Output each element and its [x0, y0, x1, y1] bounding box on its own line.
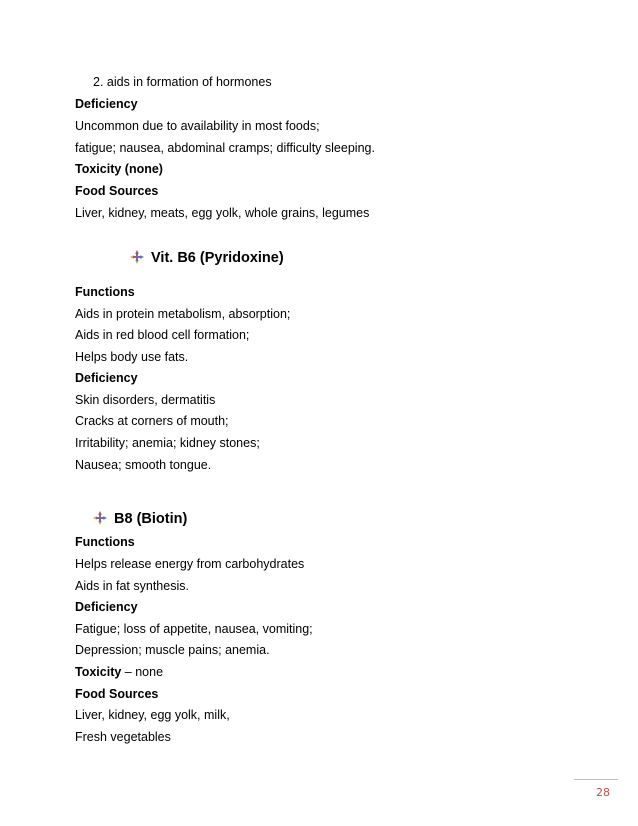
toxicity-line	[75, 664, 163, 680]
functions-text-line: Aids in fat synthesis.	[75, 579, 189, 593]
functions-text-line: Helps body use fats.	[75, 350, 189, 364]
deficiency-text-line: Fatigue; loss of appetite, nausea, vomiting;	[75, 622, 313, 636]
colored-arrow-bullet-icon	[130, 250, 144, 264]
deficiency-text-line: Cracks at corners of mouth;	[75, 414, 229, 428]
deficiency-heading: Deficiency	[75, 600, 138, 614]
colored-arrow-bullet-icon	[93, 511, 107, 525]
page-number-rule	[574, 779, 618, 780]
toxicity-heading: Toxicity (none)	[75, 162, 163, 176]
functions-text-line: Aids in red blood cell formation;	[75, 328, 250, 342]
functions-text-line: Aids in protein metabolism, absorption;	[75, 307, 291, 321]
toxicity-label: Toxicity	[75, 665, 122, 679]
food-sources-text-line: Liver, kidney, egg yolk, milk,	[75, 708, 230, 722]
food-sources-heading: Food Sources	[75, 687, 159, 701]
section-title-b8: B8 (Biotin)	[114, 511, 188, 527]
deficiency-text-line: Nausea; smooth tongue.	[75, 458, 212, 472]
deficiency-heading: Deficiency	[75, 97, 138, 111]
functions-heading: Functions	[75, 285, 135, 299]
deficiency-text-line: Depression; muscle pains; anemia.	[75, 643, 270, 657]
food-sources-text-line: Fresh vegetables	[75, 730, 171, 744]
list-item-hormones: 2. aids in formation of hormones	[93, 75, 272, 89]
deficiency-text-line: Irritability; anemia; kidney stones;	[75, 436, 260, 450]
deficiency-text-line: Skin disorders, dermatitis	[75, 393, 216, 407]
toxicity-value: – none	[121, 665, 164, 679]
food-sources-text: Liver, kidney, meats, egg yolk, whole grains, legumes	[75, 206, 370, 220]
deficiency-text-line: Uncommon due to availability in most foods;	[75, 119, 320, 133]
functions-heading: Functions	[75, 535, 135, 549]
food-sources-heading: Food Sources	[75, 184, 159, 198]
section-title-b6: Vit. B6 (Pyridoxine)	[151, 250, 284, 266]
deficiency-text-line: fatigue; nausea, abdominal cramps; difficulty sleeping.	[75, 141, 375, 155]
functions-text-line: Helps release energy from carbohydrates	[75, 557, 305, 571]
page-number: 28	[596, 786, 610, 799]
deficiency-heading: Deficiency	[75, 371, 138, 385]
